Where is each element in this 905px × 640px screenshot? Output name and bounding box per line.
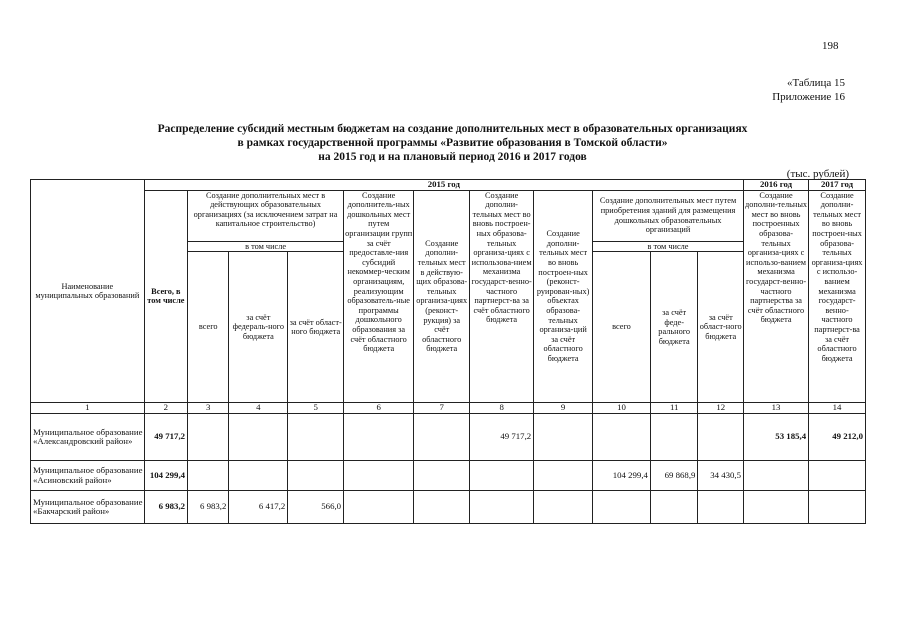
cell-existing-regional: 566,0 — [288, 491, 344, 524]
col-number: 14 — [809, 403, 866, 414]
cell-col-9 — [534, 461, 593, 491]
col-number: 2 — [144, 403, 187, 414]
cell-col-8 — [470, 491, 534, 524]
header-year-2017: 2017 год — [809, 180, 866, 191]
header-col-8: Создание дополни-тельных мест во вновь построен-ных образова-тельных организа-циях с использова-нием механизма государст-венно-частного партнерст-ва за счёт областного бюджета — [470, 190, 534, 403]
header-year-2016: 2016 год — [744, 180, 809, 191]
cell-total: 49 717,2 — [144, 414, 187, 461]
cell-col-6 — [344, 461, 414, 491]
cell-existing-federal: 6 417,2 — [229, 491, 288, 524]
cell-existing-federal — [229, 414, 288, 461]
col-number: 12 — [698, 403, 744, 414]
col-number: 4 — [229, 403, 288, 414]
cell-col-9 — [534, 491, 593, 524]
cell-purchase-regional — [698, 491, 744, 524]
units-label: (тыс. рублей) — [786, 168, 849, 180]
col-number: 7 — [414, 403, 470, 414]
document-title — [60, 122, 845, 164]
header-all: всего — [188, 252, 229, 403]
cell-existing-all — [188, 461, 229, 491]
cell-col-8 — [470, 461, 534, 491]
header-incl-2: в том числе — [593, 241, 744, 252]
cell-2016 — [744, 461, 809, 491]
cell-2017 — [809, 491, 866, 524]
table-row — [31, 414, 866, 461]
cell-existing-all — [188, 414, 229, 461]
header-group-purchase: Создание дополнительных мест путем приобретения зданий для размещения дошкольных образовательных организаций — [593, 190, 744, 241]
col-number: 13 — [744, 403, 809, 414]
header-regional-2: за счёт област-ного бюджета — [698, 252, 744, 403]
cell-existing-all: 6 983,2 — [188, 491, 229, 524]
cell-col-7 — [414, 461, 470, 491]
table-reference — [772, 76, 845, 104]
table-label: «Таблица 15 — [786, 77, 845, 89]
table-row — [31, 461, 866, 491]
title-line-2: в рамках государственной программы «Развитие образования в Томской области» — [237, 137, 668, 149]
municipality-name: Муниципальное образование «Бакчарский район» — [31, 491, 145, 524]
col-number: 8 — [470, 403, 534, 414]
cell-2016 — [744, 491, 809, 524]
header-total: Всего, в том числе — [144, 190, 187, 403]
header-regional: за счёт област-ного бюджета — [288, 252, 344, 403]
title-line-1: Распределение субсидий местным бюджетам на создание дополнительных мест в образовательных организациях — [157, 123, 748, 135]
appendix-label: Приложение 16 — [772, 91, 845, 103]
cell-purchase-federal — [650, 414, 698, 461]
cell-total: 104 299,4 — [144, 461, 187, 491]
cell-purchase-all — [593, 414, 651, 461]
cell-existing-federal — [229, 461, 288, 491]
header-col-6: Создание дополнитель-ных дошкольных мест путем организации групп за счёт предоставле-ния субсидий некоммер-ческим организациям, реализующим образователь-ные программы дошкольного образования за счёт областного бюджета — [344, 190, 414, 403]
cell-col-6 — [344, 414, 414, 461]
cell-purchase-federal: 69 868,9 — [650, 461, 698, 491]
cell-existing-regional — [288, 414, 344, 461]
cell-2017 — [809, 461, 866, 491]
cell-col-8: 49 717,2 — [470, 414, 534, 461]
header-incl: в том числе — [188, 241, 344, 252]
cell-purchase-regional — [698, 414, 744, 461]
header-col-13: Создание дополни-тельных мест во вновь построенных образова-тельных организа-циях с использо-ванием механизма государст-венно-частного партнерства за счёт областного бюджета — [744, 190, 809, 403]
header-col-7: Создание дополни-тельных мест в действую-щих образова-тельных организа-циях (реконст-рукция) за счёт областного бюджета — [414, 190, 470, 403]
cell-purchase-federal — [650, 491, 698, 524]
cell-existing-regional — [288, 461, 344, 491]
page-number: 198 — [822, 40, 839, 52]
municipality-name: Муниципальное образование «Александровский район» — [31, 414, 145, 461]
header-col-14: Создание дополни-тельных мест во вновь построен-ных образова-тельных организа-циях с использо-ванием механизма государст-венно-частного партнерст-ва за счёт областного бюджета — [809, 190, 866, 403]
col-number: 5 — [288, 403, 344, 414]
subsidy-table — [30, 179, 866, 524]
municipality-name: Муниципальное образование «Асиновский район» — [31, 461, 145, 491]
cell-col-7 — [414, 491, 470, 524]
header-all-2: всего — [593, 252, 651, 403]
col-number: 3 — [188, 403, 229, 414]
cell-2016: 53 185,4 — [744, 414, 809, 461]
header-federal: за счёт федераль-ного бюджета — [229, 252, 288, 403]
col-number: 10 — [593, 403, 651, 414]
col-number: 11 — [650, 403, 698, 414]
cell-purchase-all: 104 299,4 — [593, 461, 651, 491]
cell-col-7 — [414, 414, 470, 461]
cell-col-6 — [344, 491, 414, 524]
table-row — [31, 491, 866, 524]
cell-2017: 49 212,0 — [809, 414, 866, 461]
header-federal-2: за счёт феде-рального бюджета — [650, 252, 698, 403]
col-number: 6 — [344, 403, 414, 414]
title-line-3: на 2015 год и на плановый период 2016 и 2017 годов — [318, 151, 587, 163]
col-number: 9 — [534, 403, 593, 414]
header-col-9: Создание дополни-тельных мест во вновь построен-ных (реконст-руирован-ных) объектах образова-тельных организа-ций за счёт областного бюджета — [534, 190, 593, 403]
cell-purchase-all — [593, 491, 651, 524]
header-municipality: Наименование муниципальных образований — [31, 180, 145, 403]
col-number: 1 — [31, 403, 145, 414]
cell-purchase-regional: 34 430,5 — [698, 461, 744, 491]
cell-col-9 — [534, 414, 593, 461]
cell-total: 6 983,2 — [144, 491, 187, 524]
header-year-2015: 2015 год — [144, 180, 743, 191]
header-group-existing: Создание дополнительных мест в действующих образовательных организациях (за исключением затрат на капитальное строительство) — [188, 190, 344, 241]
